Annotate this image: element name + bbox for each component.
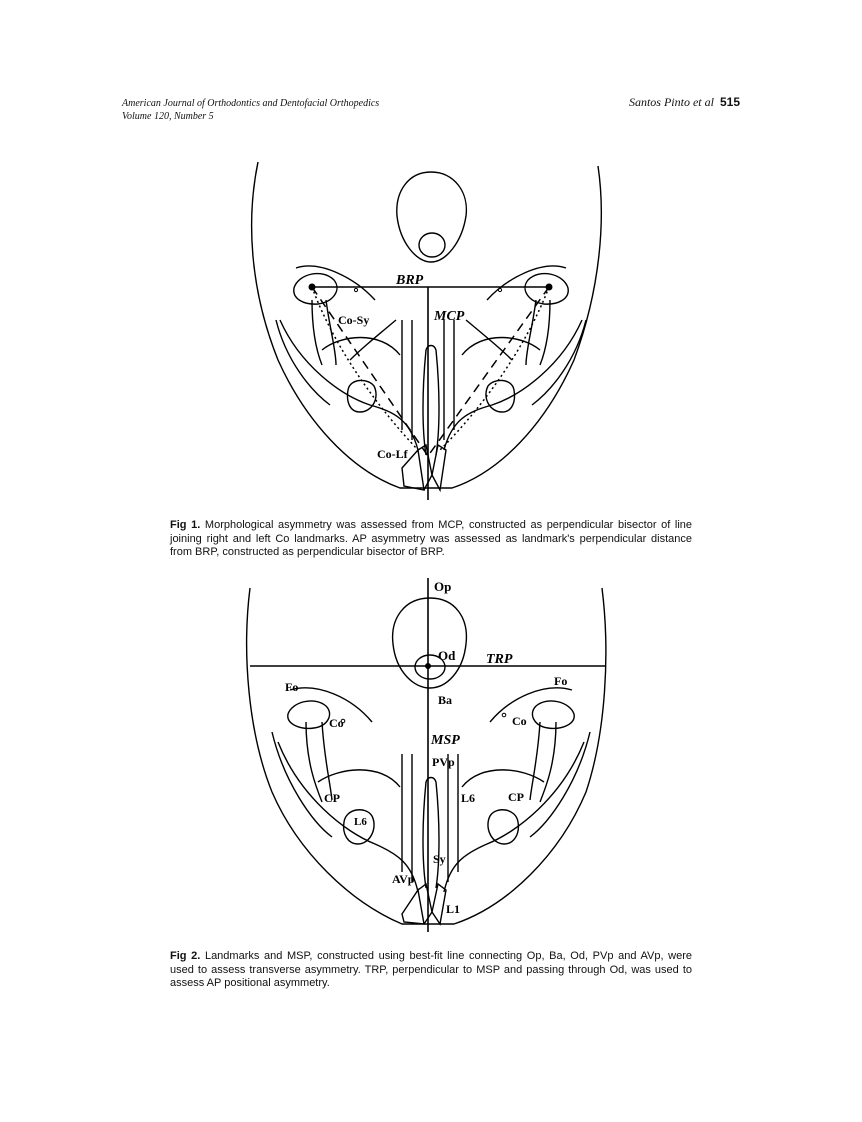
label-l1: L1 [446, 902, 461, 916]
page-number: 515 [719, 95, 740, 109]
figure-2 [0, 572, 862, 942]
left-fossa [294, 274, 337, 305]
figure-1-caption [170, 519, 692, 560]
author-name: Santos Pinto et al [628, 95, 714, 109]
label-brp: BRP [396, 273, 424, 288]
label-mcp: MCP [434, 309, 465, 324]
foramen-outer-2 [393, 598, 467, 688]
label-od: Od [438, 648, 456, 663]
label-l6-right: L6 [461, 791, 476, 805]
journal-title: American Journal of Orthodontics and Dentofacial Orthopedics [122, 98, 380, 109]
label-co-left: Co [329, 716, 344, 730]
label-fo-left: Fo [285, 680, 299, 694]
label-trp: TRP [486, 652, 513, 667]
label-pvp: PVp [432, 755, 455, 769]
label-co-right: Co [512, 714, 527, 728]
foramen-outer [397, 172, 467, 262]
figure-1-caption-label: Fig 1. [170, 519, 201, 531]
figure-2-diagram [0, 572, 862, 942]
label-cp-left: CP [324, 791, 340, 805]
foramen-inner [419, 233, 445, 257]
label-fo-right: Fo [554, 674, 568, 688]
label-cp-right: CP [508, 790, 524, 804]
journal-volume: Volume 120, Number 5 [122, 111, 214, 122]
running-header-journal [122, 97, 379, 123]
label-co-lf: Co-Lf [377, 447, 408, 461]
figure-1-caption-text: Morphological asymmetry was assessed from MCP, constructed as perpendicular bisector of line joining right and left Co landmarks. AP asymmetry was assessed as landmark's perpendicular distance from BRP, constructed as perpendicular bisector of BRP. [170, 519, 693, 558]
label-op: Op [434, 579, 452, 594]
label-avp: AVp [392, 872, 415, 886]
figure-2-caption-text: Landmarks and MSP, constructed using best-fit line connecting Op, Ba, Od, PVp and AVp, were used to assess transverse asymmetry. TRP, perpendicular to MSP and passing through Od, was used to assess AP positional asymmetry. [170, 950, 692, 989]
skull-outline-2 [247, 588, 606, 924]
figure-2-caption [170, 950, 692, 991]
label-sy: Sy [433, 852, 446, 866]
label-msp: MSP [431, 733, 460, 748]
figure-1-diagram [0, 150, 862, 510]
figure-1 [0, 150, 862, 510]
label-ba: Ba [438, 693, 453, 707]
label-co-sy: Co-Sy [338, 313, 370, 327]
running-header-author [629, 95, 740, 109]
figure-2-caption-label: Fig 2. [170, 950, 201, 962]
label-l6-left: L6 [354, 816, 367, 828]
